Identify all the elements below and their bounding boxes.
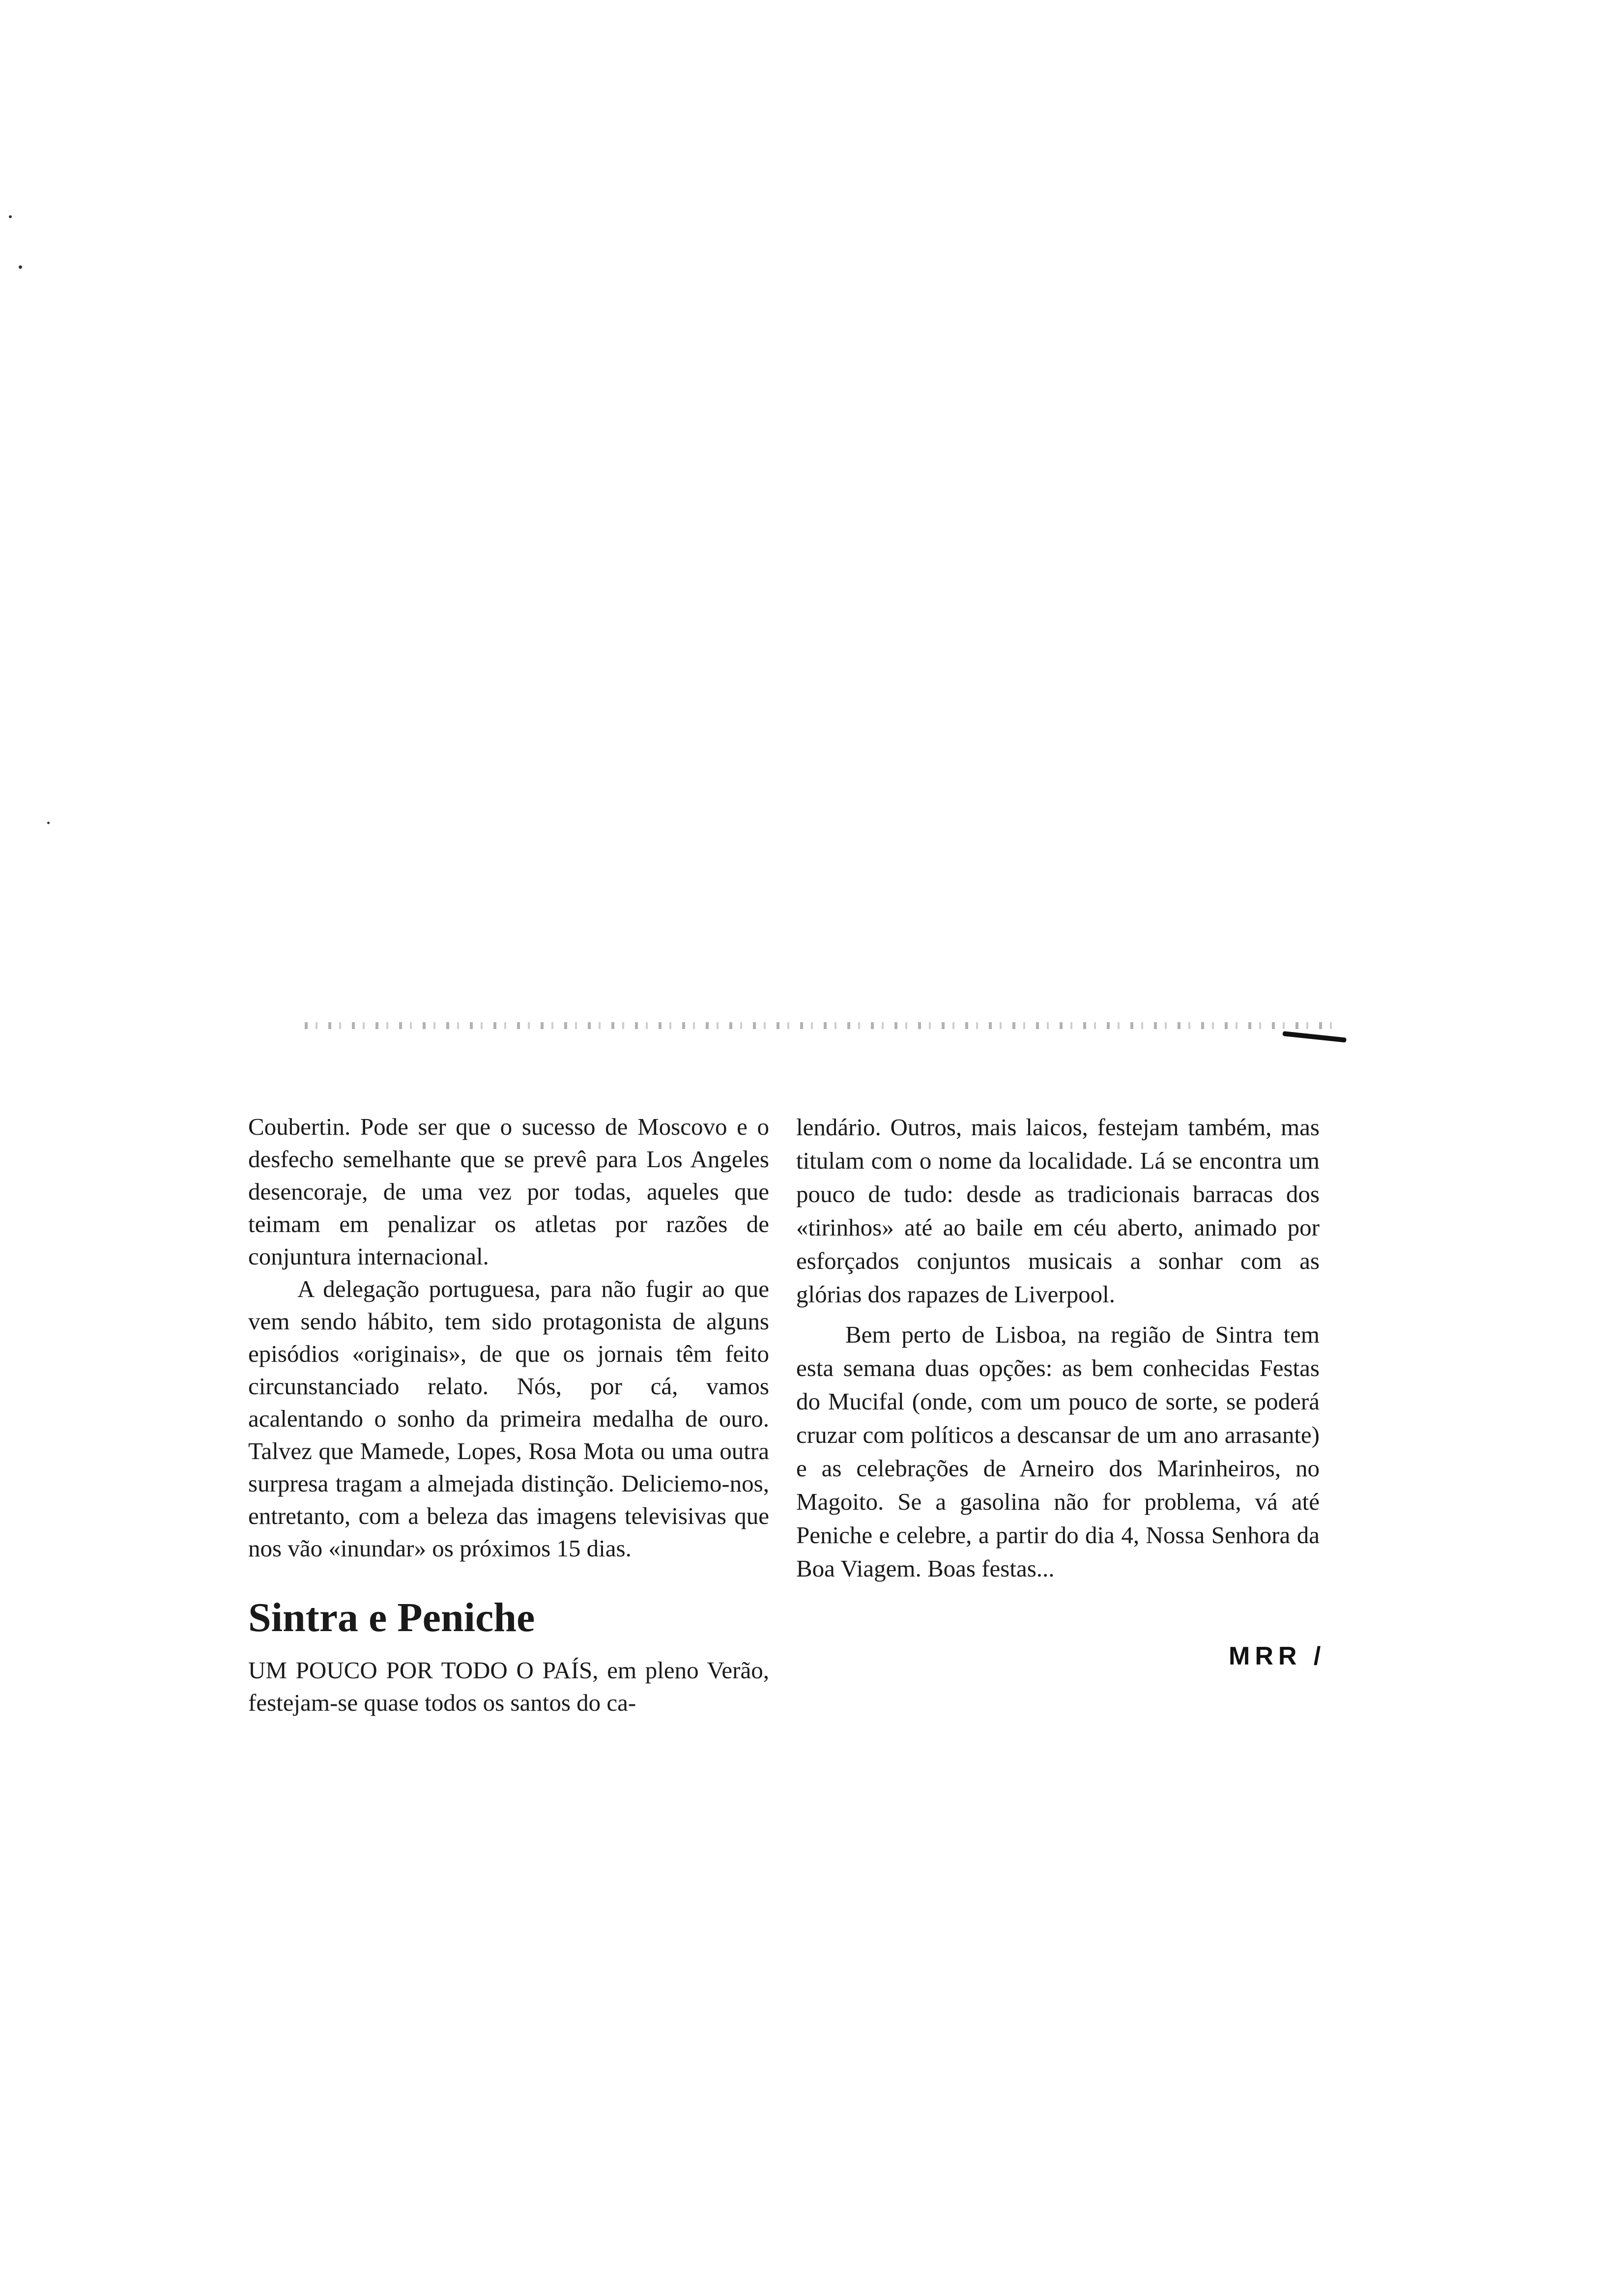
left-paragraph-1: Coubertin. Pode ser que o sucesso de Moscovo e o desfecho semelhante que se prevê para Los Angeles desencoraje, de uma vez por todas, aqueles que teimam em penalizar os atletas por razões de conjuntura internacional. (248, 1113, 769, 1270)
scan-speck (9, 215, 12, 218)
author-signature: MRR / (1229, 1642, 1326, 1670)
clipping-top-stroke (1282, 1031, 1346, 1043)
article-right-column (796, 1111, 1320, 1585)
left-paragraph-3: UM POUCO POR TODO O PAÍS, em pleno Verão, festejam-se quase todos os santos do ca- (248, 1657, 769, 1716)
scan-speck (47, 822, 50, 824)
article-left-column (248, 1111, 769, 1719)
left-paragraph-2: A delegação portuguesa, para não fugir ao que vem sendo hábito, tem sido protagonista de alguns episódios «originais», de que os jornais têm feito circunstanciado relato. Nós, por cá, vamos acalentando o sonho da primeira medalha de ouro. Talvez que Mamede, Lopes, Rosa Mota ou uma outra surpresa tragam a almejada distinção. Deliciemo-nos, entretanto, com a beleza das imagens televisivas que nos vão «inundar» os próximos 15 dias. (248, 1275, 769, 1562)
clipping-top-rule (305, 1022, 1337, 1029)
scan-speck (19, 265, 22, 269)
section-heading: Sintra e Peniche (248, 1595, 535, 1640)
spacer (248, 1565, 769, 1594)
right-paragraph-2: Bem perto de Lisboa, na região de Sintra tem esta semana duas opções: as bem conhecidas Festas do Mucifal (onde, com um pouco de sorte, se poderá cruzar com políticos a descansar de um ano arrasante) e as celebrações de Arneiro dos Marinheiros, no Magoito. Se a gasolina não for problema, vá até Peniche e celebre, a partir do dia 4, Nossa Senhora da Boa Viagem. Boas festas... (796, 1321, 1320, 1582)
spacer (796, 1311, 1320, 1318)
right-paragraph-1: lendário. Outros, mais laicos, festejam também, mas titulam com o nome da localidade. Lá se encontra um pouco de tudo: desde as tradicionais barracas dos «tirinhos» até ao baile em céu aberto, animado por esforçados conjuntos musicais a sonhar com as glórias dos rapazes de Liverpool. (796, 1114, 1320, 1308)
spacer (248, 1641, 769, 1654)
